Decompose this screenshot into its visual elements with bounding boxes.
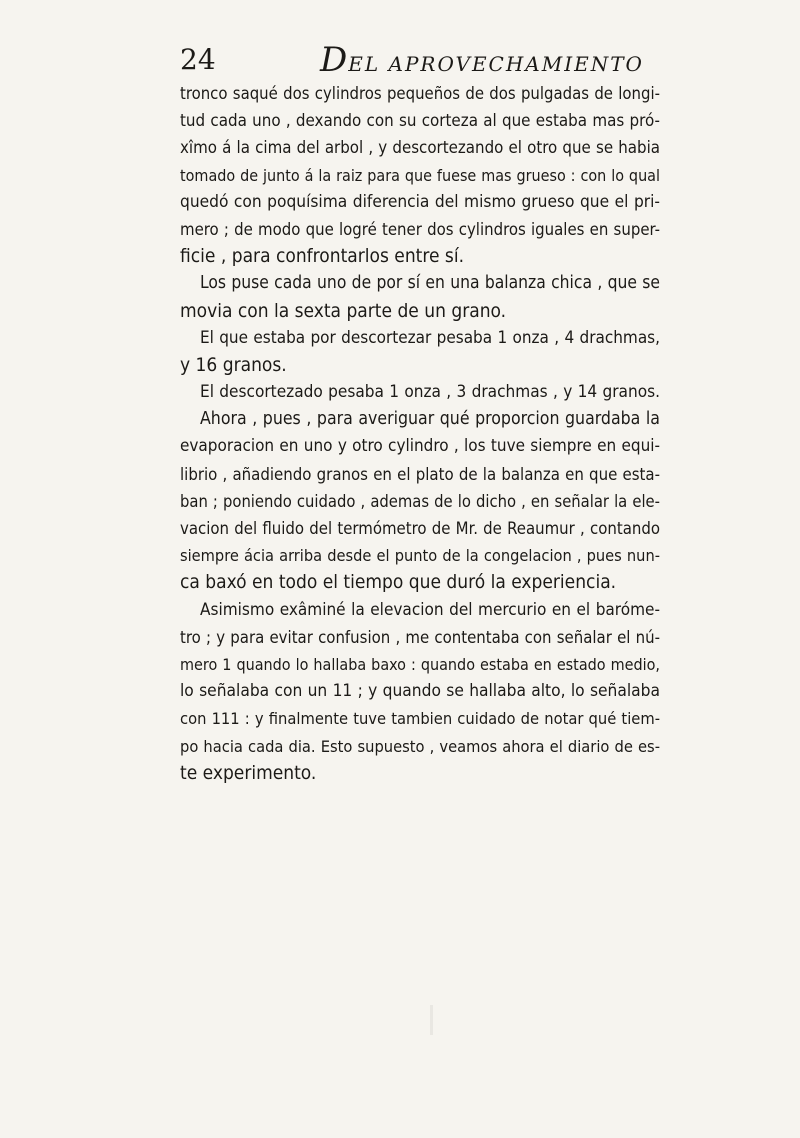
text-line: mero ; de modo que logré tener dos cylindros iguales en super- <box>180 219 660 239</box>
text-line: y 16 granos. <box>180 353 287 376</box>
running-head <box>180 40 660 80</box>
page-number: 24 <box>180 43 216 76</box>
text-line: Ahora , pues , para averiguar qué proporcion guardaba la <box>200 409 660 430</box>
text-line: Los puse cada uno de por sí en una balanza chica , que se <box>200 273 660 294</box>
text-line: vacion del fluido del termómetro de Mr. de Reaumur , contando <box>180 519 660 538</box>
text-line: ban ; poniendo cuidado , ademas de lo dicho , en señalar la ele- <box>180 491 660 511</box>
text-line: movia con la sexta parte de un grano. <box>180 299 507 322</box>
text-line: ficie , para confrontarlos entre sí. <box>180 245 464 268</box>
text-line: po hacia cada dia. Esto supuesto , veamos ahora el diario de es- <box>180 736 660 756</box>
text-line: con 111 : y finalmente tuve tambien cuidado de notar qué tiem- <box>180 709 660 729</box>
text-line: tud cada uno , dexando con su corteza al que estaba mas pró- <box>180 110 660 131</box>
text-line: El descortezado pesaba 1 onza , 3 drachmas , y 14 granos. <box>200 382 660 403</box>
text-line: quedó con poquísima diferencia del mismo grueso que el pri- <box>180 191 660 212</box>
body-text <box>180 80 660 787</box>
text-line: ca baxó en todo el tiempo que duró la experiencia. <box>180 571 617 594</box>
text-line: evaporacion en uno y otro cylindro , los tuve siempre en equi- <box>180 436 660 457</box>
running-title-rest: EL APROVECHAMIENTO <box>348 52 644 76</box>
paper-mark <box>430 1005 433 1035</box>
text-line: tomado de junto á la raiz para que fuese mas grueso : con lo qual <box>180 165 660 185</box>
text-line: El que estaba por descortezar pesaba 1 onza , 4 drachmas, <box>200 327 660 348</box>
text-line: xîmo á la cima del arbol , y descortezando el otro que se habia <box>180 137 660 158</box>
text-line: siempre ácia arriba desde el punto de la congelacion , pues nun- <box>180 546 660 566</box>
text-line: lo señalaba con un 11 ; y quando se hallaba alto, lo señalaba <box>180 681 660 702</box>
text-line: mero 1 quando lo hallaba baxo : quando estaba en estado medio, <box>180 654 660 674</box>
text-line: Asimismo exâminé la elevacion del mercurio en el baróme- <box>200 599 660 620</box>
running-title-initial: D <box>320 40 349 80</box>
text-line: te experimento. <box>180 761 317 784</box>
text-line: tronco saqué dos cylindros pequeños de dos pulgadas de longi- <box>180 84 660 103</box>
text-line: librio , añadiendo granos en el plato de la balanza en que esta- <box>180 464 660 484</box>
text-line: tro ; y para evitar confusion , me contentaba con señalar el nú- <box>180 627 660 647</box>
